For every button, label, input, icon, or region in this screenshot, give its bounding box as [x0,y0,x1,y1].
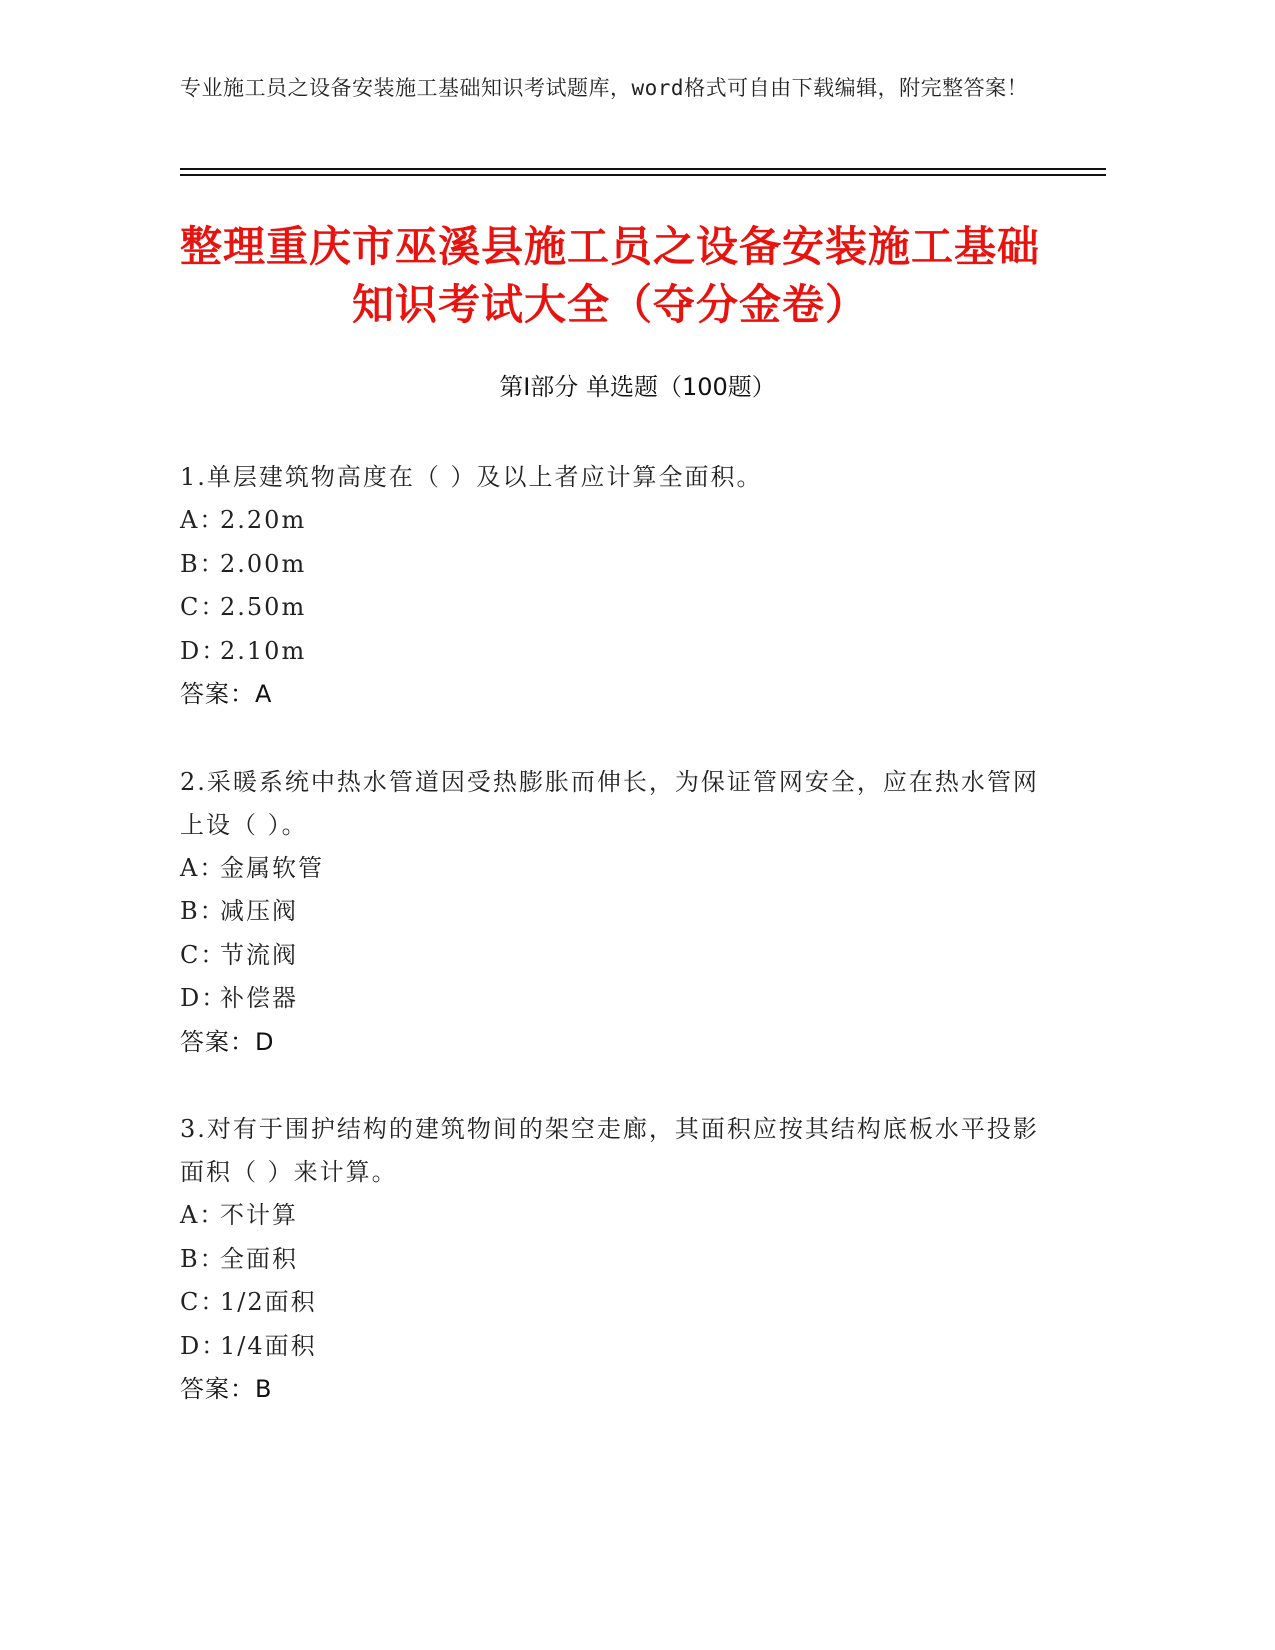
option-a [180,847,1040,891]
answer-line: 答案：B [180,1375,273,1403]
question-stem: 2.采暖系统中热水管道因受热膨胀而伸长，为保证管网安全，应在热水管网上设（ ）。 [180,767,1039,839]
option-c [180,586,1040,630]
option-a [180,499,1040,543]
option-letter: C： [180,593,227,621]
option-d [180,630,1040,674]
document-title: 整理重庆市巫溪县施工员之设备安装施工基础知识考试大全（夺分金卷） [180,222,1041,329]
option-c [180,934,1040,978]
option-text: 2.20m [220,506,307,534]
question-3 [180,1108,1040,1412]
option-text: 2.10m [220,636,307,665]
option-letter: B： [180,897,226,925]
header-divider-top [180,168,1106,170]
header-note: 专业施工员之设备安装施工基础知识考试题库，word格式可自由下载编辑，附完整答案！ [180,76,1029,100]
option-d [180,1325,1040,1369]
option-letter: B： [180,1244,226,1273]
option-text: 1/2面积 [220,1288,317,1316]
option-b [180,543,1040,587]
option-text: 1/4面积 [220,1331,317,1360]
question-2 [180,761,1040,1065]
option-letter: A： [180,853,226,882]
option-letter: C： [180,940,227,969]
question-stem: 3.对有于围护结构的建筑物间的架空走廊，其面积应按其结构底板水平投影面积（ ）来计算。 [180,1115,1039,1186]
header-divider-bottom [180,174,1106,176]
option-a [180,1194,1040,1238]
question-1 [180,456,1040,717]
option-letter: A： [180,506,226,534]
option-text: 全面积 [220,1244,298,1273]
option-d [180,977,1040,1021]
option-letter: D： [180,636,228,665]
option-text: 不计算 [220,1201,298,1229]
option-letter: D： [180,1331,228,1360]
option-c [180,1281,1040,1325]
option-text: 补偿器 [220,984,298,1012]
question-list [180,456,1040,1456]
option-text: 金属软管 [220,853,324,882]
option-letter: D： [180,984,228,1012]
answer-line: 答案：A [180,680,273,708]
option-letter: B： [180,549,226,578]
option-letter: A： [180,1201,226,1229]
option-b [180,890,1040,934]
option-text: 减压阀 [220,897,298,925]
option-text: 2.50m [220,593,307,621]
option-b [180,1238,1040,1282]
option-letter: C： [180,1288,227,1316]
option-text: 节流阀 [220,940,298,969]
section-heading: 第Ⅰ部分 单选题（100题） [499,373,776,401]
question-stem: 1.单层建筑物高度在（ ）及以上者应计算全面积。 [180,463,763,491]
answer-line: 答案：D [180,1027,275,1056]
option-text: 2.00m [220,549,307,578]
